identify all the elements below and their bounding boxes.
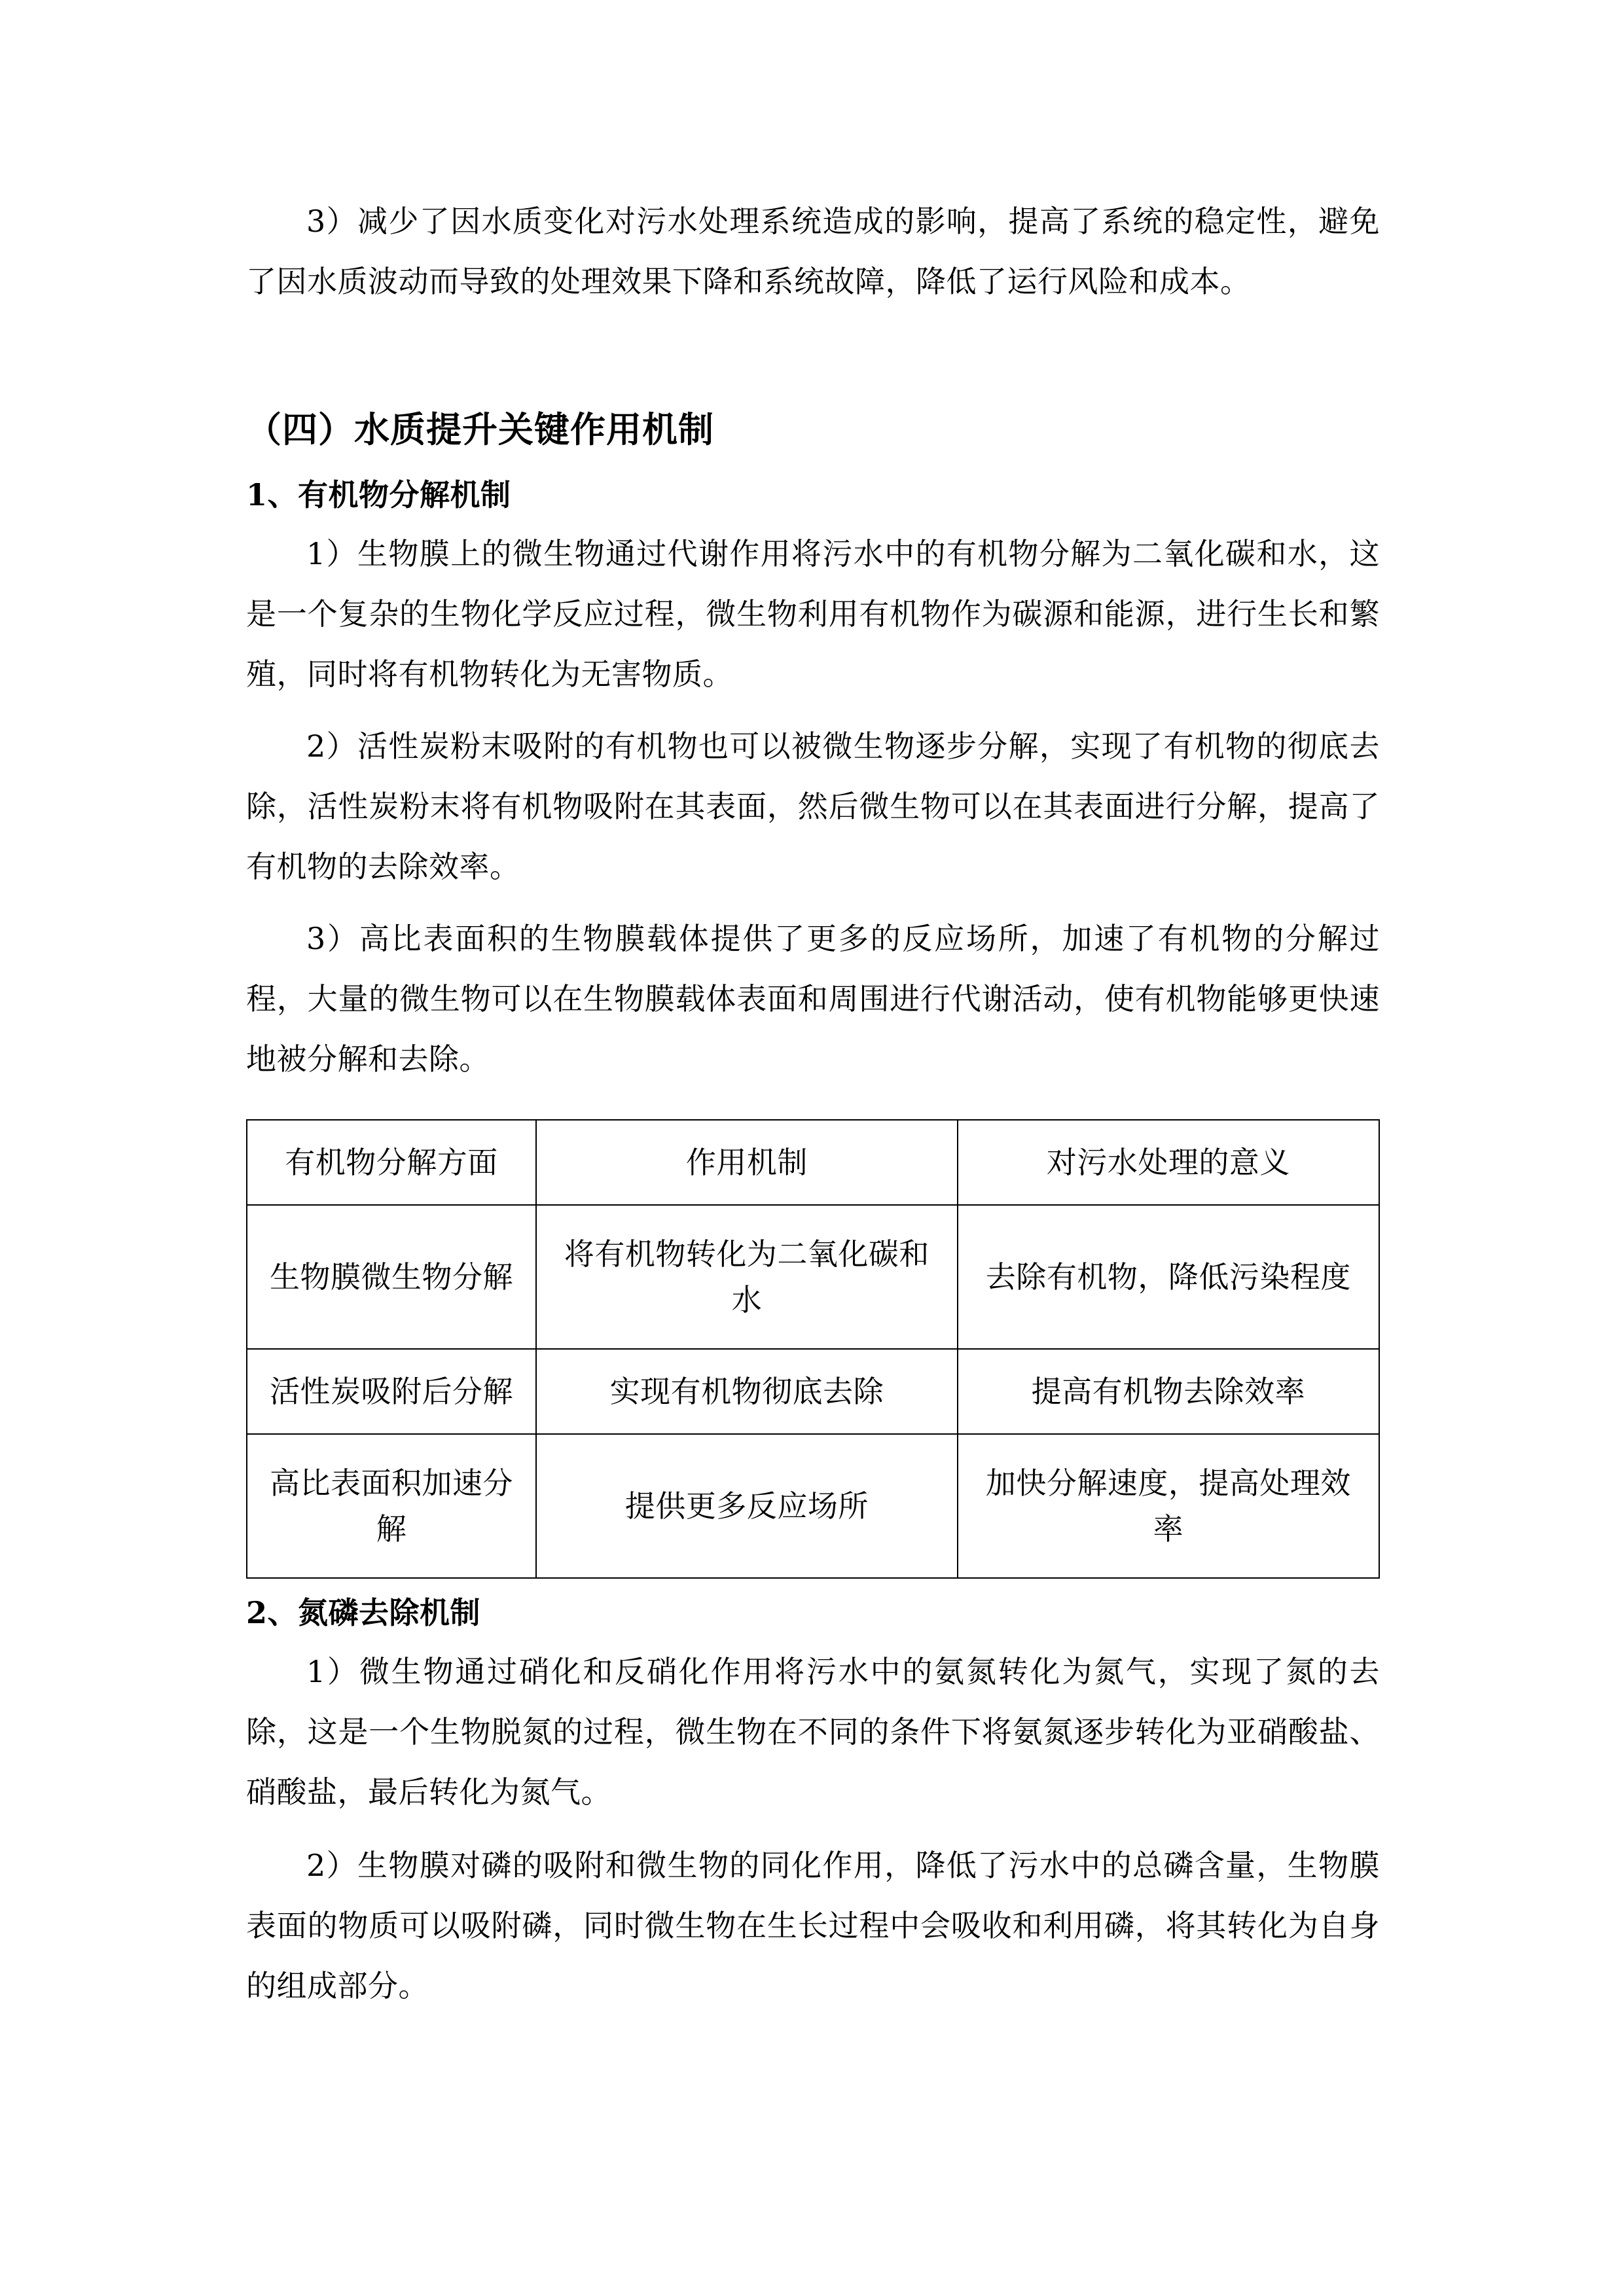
paragraph-nitrogen-1: 1）微生物通过硝化和反硝化作用将污水中的氨氮转化为氮气，实现了氮的去除，这是一个生物脱氮的过程，微生物在不同的条件下将氨氮逐步转化为亚硝酸盐、硝酸盐，最后转化为氮气。	[246, 1654, 1380, 1810]
paragraph-phosphorus-2: 2）生物膜对磷的吸附和微生物的同化作用，降低了污水中的总磷含量，生物膜表面的物质可以吸附磷，同时微生物在生长过程中会吸收和利用磷，将其转化为自身的组成部分。	[246, 1848, 1380, 2003]
table-cell: 将有机物转化为二氧化碳和水	[536, 1205, 958, 1349]
paragraph-organic-3: 3）高比表面积的生物膜载体提供了更多的反应场所，加速了有机物的分解过程，大量的微生物可以在生物膜载体表面和周围进行代谢活动，使有机物能够更快速地被分解和去除。	[246, 921, 1380, 1077]
table-row	[247, 1205, 1379, 1349]
table-row	[247, 1434, 1379, 1578]
table-header-row	[247, 1120, 1379, 1205]
table-cell: 提供更多反应场所	[536, 1434, 958, 1578]
table-header-cell: 对污水处理的意义	[958, 1120, 1379, 1205]
table-header-cell: 有机物分解方面	[247, 1120, 536, 1205]
table-cell: 实现有机物彻底去除	[536, 1349, 958, 1434]
subheading-nitrogen: 2、氮磷去除机制	[246, 1595, 481, 1630]
paragraph-organic-2: 2）活性炭粉末吸附的有机物也可以被微生物逐步分解，实现了有机物的彻底去除，活性炭粉末将有机物吸附在其表面，然后微生物可以在其表面进行分解，提高了有机物的去除效率。	[246, 728, 1380, 884]
table-cell: 高比表面积加速分解	[247, 1434, 536, 1578]
subheading-organic: 1、有机物分解机制	[246, 477, 511, 512]
paragraph-stability: 3）减少了因水质变化对污水处理系统造成的影响，提高了系统的稳定性，避免了因水质波动而导致的处理效果下降和系统故障，降低了运行风险和成本。	[246, 204, 1380, 299]
paragraph-organic-1: 1）生物膜上的微生物通过代谢作用将污水中的有机物分解为二氧化碳和水，这是一个复杂的生物化学反应过程，微生物利用有机物作为碳源和能源，进行生长和繁殖，同时将有机物转化为无害物质。	[246, 536, 1380, 692]
section-heading: （四）水质提升关键作用机制	[246, 408, 714, 450]
table-cell: 提高有机物去除效率	[958, 1349, 1379, 1434]
table-cell: 活性炭吸附后分解	[247, 1349, 536, 1434]
table-header-cell: 作用机制	[536, 1120, 958, 1205]
table-cell: 生物膜微生物分解	[247, 1205, 536, 1349]
table-row	[247, 1349, 1379, 1434]
table-cell: 加快分解速度，提高处理效率	[958, 1434, 1379, 1578]
table-cell: 去除有机物，降低污染程度	[958, 1205, 1379, 1349]
organic-decomposition-table	[246, 1119, 1380, 1579]
